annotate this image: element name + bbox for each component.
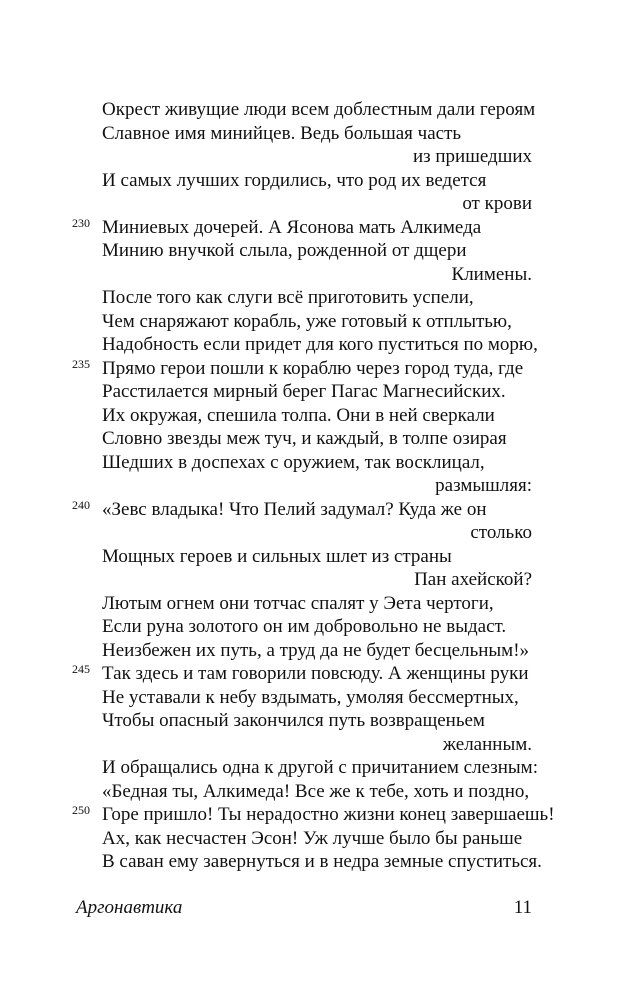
verse-text: Надобность если придет для кого пуститься по морю, — [102, 334, 538, 355]
verse-line — [102, 404, 532, 428]
verse-text: Словно звезды меж туч, и каждый, в толпе озирая — [102, 428, 507, 449]
verse-text: столько — [470, 522, 532, 543]
verse-continuation — [102, 568, 532, 592]
verse-text: Минию внучкой слыла, рожденной от дщери — [102, 240, 467, 261]
verse-line — [72, 215, 532, 240]
verse-line — [102, 850, 542, 874]
verse-text: Миниевых дочерей. А Ясонова мать Алкимеда — [102, 216, 482, 238]
verse-text: Мощных героев и сильных шлет из страны — [102, 545, 452, 567]
verse-continuation — [102, 733, 532, 757]
verse-line — [102, 639, 532, 663]
verse-text: Окрест живущие люди всем доблестным дали героям — [102, 99, 536, 120]
verse-line — [102, 239, 532, 263]
verse-line — [102, 709, 532, 733]
running-title: Аргонавтика — [76, 897, 183, 918]
line-number: 250 — [72, 803, 90, 817]
verse-text: Ах, как несчастен Эсон! Уж лучше было бы раньше — [102, 827, 523, 849]
verse-line — [72, 356, 532, 381]
verse-line — [102, 98, 536, 122]
verse-line — [72, 662, 532, 686]
verse-text: желанным. — [442, 733, 532, 755]
verse-line — [102, 310, 532, 334]
verse-line — [102, 545, 532, 569]
verse-line — [102, 380, 532, 404]
line-number: 230 — [72, 215, 90, 230]
poem-text — [72, 98, 555, 874]
verse-line — [102, 451, 532, 475]
verse-text: Их окружая, спешила толпа. Они в ней сверкали — [102, 404, 495, 426]
verse-text: Не уставали к небу вздымать, умоляя бессмертных, — [102, 686, 519, 708]
verse-text: размышляя: — [435, 475, 532, 496]
line-number: 245 — [72, 662, 90, 676]
verse-text: После того как слуги всё приготовить успели, — [102, 287, 474, 308]
verse-text: из пришедших — [412, 146, 532, 167]
verse-text: И самых лучших гордились, что род их ведется — [102, 169, 487, 191]
verse-text: Чем снаряжают корабль, уже готовый к отплытью, — [102, 310, 512, 332]
verse-line — [102, 615, 532, 639]
verse-continuation — [102, 474, 532, 498]
verse-text: И обращались одна к другой с причитанием слезным: — [102, 757, 538, 778]
verse-text: Расстилается мирный берег Пагас Магнесийских. — [102, 381, 506, 402]
verse-continuation — [102, 145, 532, 169]
verse-line — [102, 333, 538, 357]
verse-continuation — [102, 521, 532, 545]
verse-line — [102, 286, 532, 310]
verse-text: «Бедная ты, Алкимеда! Все же к тебе, хоть и поздно, — [102, 780, 530, 802]
verse-text: от крови — [462, 193, 532, 214]
verse-line — [102, 686, 532, 710]
verse-text: Пан ахейской? — [414, 569, 532, 590]
page-number: 11 — [513, 897, 532, 918]
verse-text: Неизбежен их путь, а труд да не будет бесцельным!» — [102, 639, 530, 661]
verse-line — [102, 827, 532, 851]
verse-text: Так здесь и там говорили повсюду. А женщины руки — [102, 663, 529, 684]
verse-text: В саван ему завернуться и в недра земные спуститься. — [102, 851, 542, 872]
verse-line — [102, 780, 532, 804]
verse-text: Если руна золотого он им добровольно не выдаст. — [102, 616, 507, 637]
verse-line — [72, 803, 555, 827]
verse-text: Климены. — [451, 263, 532, 285]
verse-text: Прямо герои пошли к кораблю через город туда, где — [102, 357, 524, 379]
verse-line — [72, 497, 532, 522]
verse-text: «Зевс владыка! Что Пелий задумал? Куда же он — [102, 498, 487, 520]
verse-text: Чтобы опасный закончился путь возвращеньем — [102, 710, 485, 731]
verse-line — [102, 592, 532, 616]
verse-continuation — [102, 192, 532, 216]
verse-continuation — [102, 263, 532, 287]
verse-text: Горе пришло! Ты нерадостно жизни конец завершаешь! — [102, 804, 555, 825]
verse-line — [102, 122, 532, 146]
verse-text: Славное имя минийцев. Ведь большая часть — [102, 122, 462, 144]
verse-text: Лютым огнем они тотчас спалят у Эета чертоги, — [102, 592, 494, 614]
verse-line — [102, 169, 532, 193]
verse-text: Шедших в доспехах с оружием, так восклицал, — [102, 451, 485, 473]
line-number: 240 — [72, 497, 90, 512]
verse-line — [102, 427, 532, 451]
verse-line — [102, 756, 538, 780]
line-number: 235 — [72, 356, 90, 371]
